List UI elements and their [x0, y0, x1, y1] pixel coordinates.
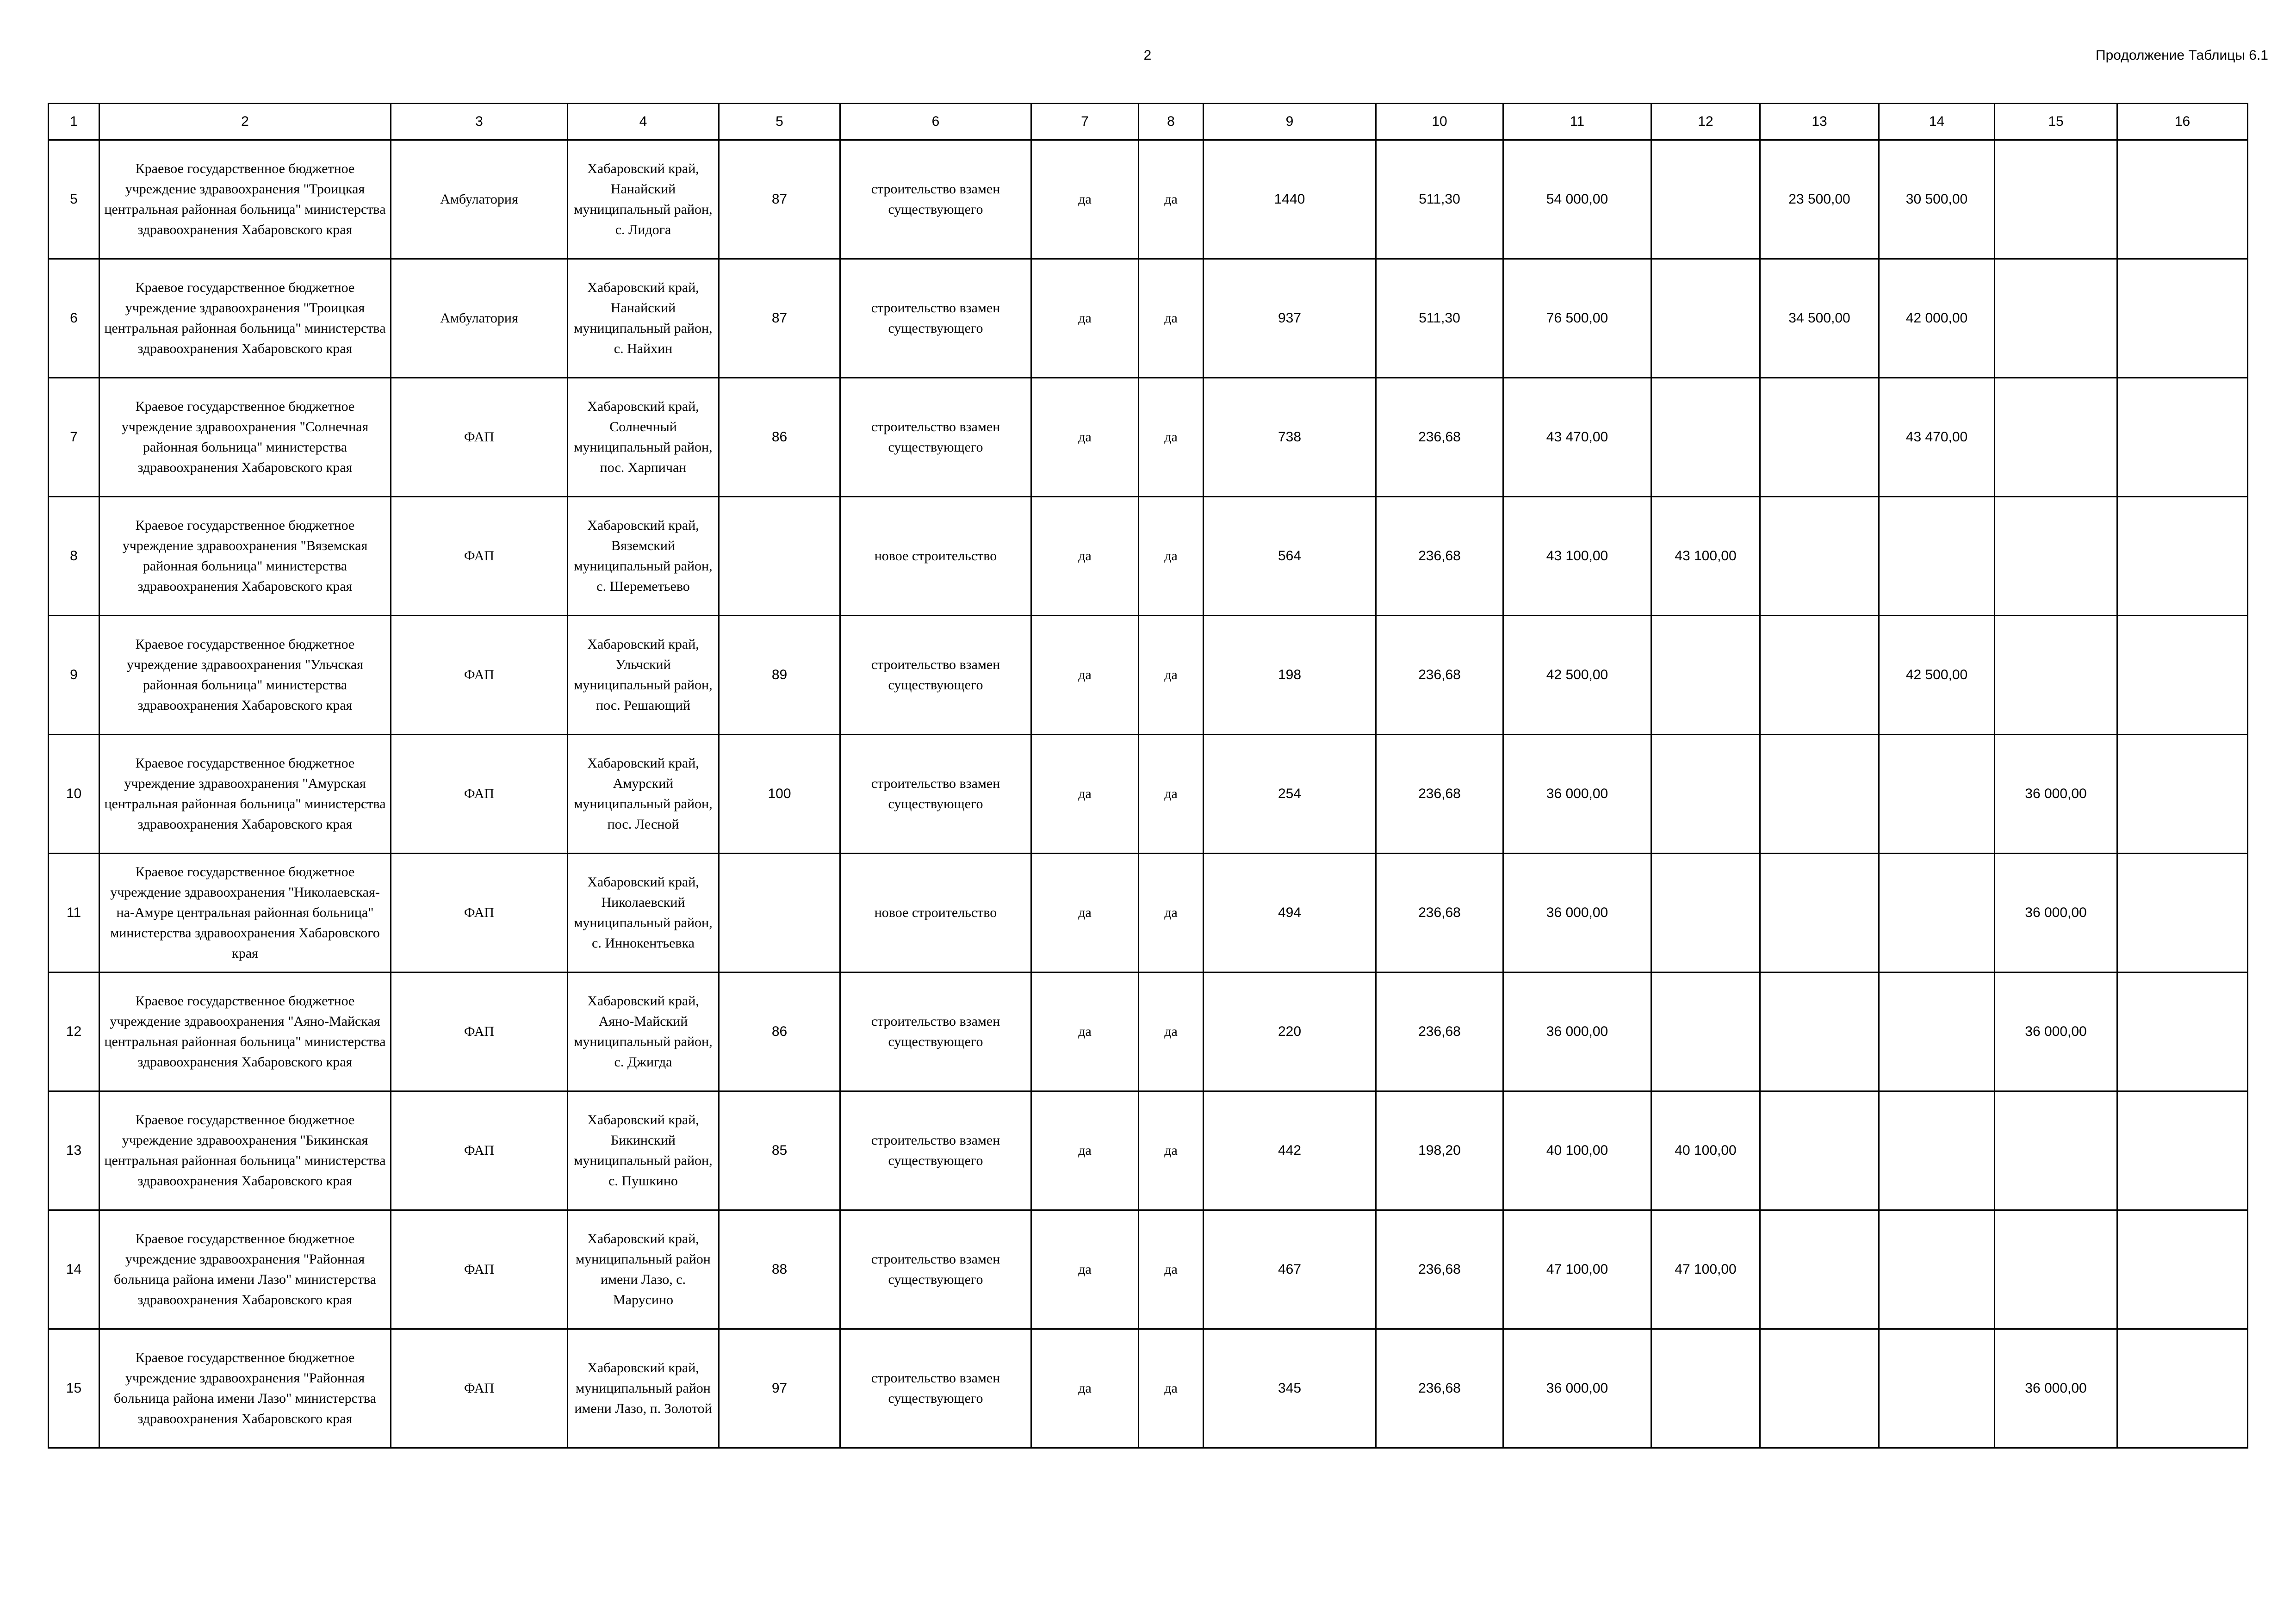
- col13-cell: 23 500,00: [1760, 140, 1879, 259]
- col13-cell: [1760, 497, 1879, 616]
- location-cell: Хабаровский край, Амурский муниципальный район, пос. Лесной: [568, 735, 719, 854]
- facility-type-cell: ФАП: [391, 1210, 568, 1329]
- col15-cell: [1995, 140, 2117, 259]
- table-row: [49, 497, 2248, 616]
- facility-type-cell: ФАП: [391, 735, 568, 854]
- col15-cell: 36 000,00: [1995, 854, 2117, 973]
- location-cell: Хабаровский край, Ульчский муниципальный район, пос. Решающий: [568, 616, 719, 735]
- col8-cell: да: [1139, 1091, 1204, 1210]
- institution-cell: Краевое государственное бюджетное учреждение здравоохранения "Солнечная районная больница" министерства здравоохранения Хабаровского края: [99, 378, 391, 497]
- col15-cell: [1995, 616, 2117, 735]
- col14-cell: [1879, 1329, 1995, 1448]
- col10-cell: 236,68: [1376, 378, 1503, 497]
- col15-cell: [1995, 497, 2117, 616]
- header-row: [49, 104, 2248, 140]
- col14-cell: 42 000,00: [1879, 259, 1995, 378]
- col11-cell: 36 000,00: [1503, 854, 1651, 973]
- col14-cell: 43 470,00: [1879, 378, 1995, 497]
- col8-cell: да: [1139, 854, 1204, 973]
- table-row: [49, 616, 2248, 735]
- col16-cell: [2117, 1329, 2248, 1448]
- col16-cell: [2117, 1210, 2248, 1329]
- location-cell: Хабаровский край, Вяземский муниципальный район, с. Шереметьево: [568, 497, 719, 616]
- col8-cell: да: [1139, 1210, 1204, 1329]
- col13-cell: [1760, 1329, 1879, 1448]
- column-header-16: 16: [2117, 104, 2248, 140]
- construction-type-cell: строительство взамен существующего: [840, 1329, 1031, 1448]
- col11-cell: 54 000,00: [1503, 140, 1651, 259]
- construction-type-cell: строительство взамен существующего: [840, 378, 1031, 497]
- col7-cell: да: [1031, 616, 1139, 735]
- construction-type-cell: новое строительство: [840, 854, 1031, 973]
- col13-cell: [1760, 1091, 1879, 1210]
- column-header-12: 12: [1651, 104, 1760, 140]
- table-body: [49, 140, 2248, 1448]
- construction-type-cell: строительство взамен существующего: [840, 1210, 1031, 1329]
- col8-cell: да: [1139, 259, 1204, 378]
- col9-cell: 345: [1204, 1329, 1376, 1448]
- row-number-cell: 10: [49, 735, 99, 854]
- col12-cell: 40 100,00: [1651, 1091, 1760, 1210]
- col16-cell: [2117, 854, 2248, 973]
- col8-cell: да: [1139, 1329, 1204, 1448]
- column-header-9: 9: [1204, 104, 1376, 140]
- col15-cell: [1995, 1210, 2117, 1329]
- col5-cell: 85: [719, 1091, 840, 1210]
- col9-cell: 254: [1204, 735, 1376, 854]
- construction-type-cell: строительство взамен существующего: [840, 1091, 1031, 1210]
- col7-cell: да: [1031, 140, 1139, 259]
- col9-cell: 564: [1204, 497, 1376, 616]
- row-number-cell: 9: [49, 616, 99, 735]
- col8-cell: да: [1139, 973, 1204, 1091]
- facility-type-cell: Амбулатория: [391, 259, 568, 378]
- institution-cell: Краевое государственное бюджетное учреждение здравоохранения "Ульчская районная больница" министерства здравоохранения Хабаровского края: [99, 616, 391, 735]
- col13-cell: [1760, 1210, 1879, 1329]
- row-number-cell: 12: [49, 973, 99, 1091]
- column-header-7: 7: [1031, 104, 1139, 140]
- column-header-14: 14: [1879, 104, 1995, 140]
- column-header-8: 8: [1139, 104, 1204, 140]
- institution-cell: Краевое государственное бюджетное учреждение здравоохранения "Николаевская-на-Амуре центральная районная больница" министерства здравоохранения Хабаровского края: [99, 854, 391, 973]
- col12-cell: [1651, 140, 1760, 259]
- page-number: 2: [1143, 48, 1152, 63]
- col7-cell: да: [1031, 497, 1139, 616]
- col14-cell: [1879, 854, 1995, 973]
- column-header-5: 5: [719, 104, 840, 140]
- col8-cell: да: [1139, 616, 1204, 735]
- col12-cell: 47 100,00: [1651, 1210, 1760, 1329]
- col16-cell: [2117, 616, 2248, 735]
- col10-cell: 198,20: [1376, 1091, 1503, 1210]
- facility-type-cell: Амбулатория: [391, 140, 568, 259]
- col13-cell: [1760, 616, 1879, 735]
- col15-cell: [1995, 378, 2117, 497]
- facility-type-cell: ФАП: [391, 378, 568, 497]
- table-row: [49, 378, 2248, 497]
- col11-cell: 36 000,00: [1503, 1329, 1651, 1448]
- col9-cell: 1440: [1204, 140, 1376, 259]
- row-number-cell: 6: [49, 259, 99, 378]
- col16-cell: [2117, 259, 2248, 378]
- col13-cell: [1760, 378, 1879, 497]
- col5-cell: 87: [719, 259, 840, 378]
- location-cell: Хабаровский край, Бикинский муниципальный район, с. Пушкино: [568, 1091, 719, 1210]
- location-cell: Хабаровский край, Нанайский муниципальный район, с. Найхин: [568, 259, 719, 378]
- location-cell: Хабаровский край, Аяно-Майский муниципальный район, с. Джигда: [568, 973, 719, 1091]
- col15-cell: [1995, 259, 2117, 378]
- col11-cell: 42 500,00: [1503, 616, 1651, 735]
- col9-cell: 738: [1204, 378, 1376, 497]
- col10-cell: 236,68: [1376, 1210, 1503, 1329]
- table-row: [49, 735, 2248, 854]
- col9-cell: 442: [1204, 1091, 1376, 1210]
- col8-cell: да: [1139, 497, 1204, 616]
- col5-cell: 88: [719, 1210, 840, 1329]
- col8-cell: да: [1139, 140, 1204, 259]
- col16-cell: [2117, 735, 2248, 854]
- col7-cell: да: [1031, 854, 1139, 973]
- col5-cell: 86: [719, 973, 840, 1091]
- construction-type-cell: строительство взамен существующего: [840, 259, 1031, 378]
- col10-cell: 236,68: [1376, 735, 1503, 854]
- table-row: [49, 259, 2248, 378]
- table-row: [49, 1210, 2248, 1329]
- table-row: [49, 1091, 2248, 1210]
- table-header: [49, 104, 2248, 140]
- col15-cell: 36 000,00: [1995, 973, 2117, 1091]
- col10-cell: 236,68: [1376, 854, 1503, 973]
- col10-cell: 236,68: [1376, 497, 1503, 616]
- col15-cell: [1995, 1091, 2117, 1210]
- construction-type-cell: строительство взамен существующего: [840, 735, 1031, 854]
- column-header-13: 13: [1760, 104, 1879, 140]
- col5-cell: 86: [719, 378, 840, 497]
- col13-cell: 34 500,00: [1760, 259, 1879, 378]
- construction-type-cell: новое строительство: [840, 497, 1031, 616]
- facility-type-cell: ФАП: [391, 973, 568, 1091]
- col5-cell: 97: [719, 1329, 840, 1448]
- col16-cell: [2117, 140, 2248, 259]
- col7-cell: да: [1031, 378, 1139, 497]
- col9-cell: 937: [1204, 259, 1376, 378]
- col7-cell: да: [1031, 1091, 1139, 1210]
- col11-cell: 47 100,00: [1503, 1210, 1651, 1329]
- row-number-cell: 8: [49, 497, 99, 616]
- col7-cell: да: [1031, 1329, 1139, 1448]
- col14-cell: [1879, 1091, 1995, 1210]
- col11-cell: 40 100,00: [1503, 1091, 1651, 1210]
- col10-cell: 511,30: [1376, 140, 1503, 259]
- col8-cell: да: [1139, 735, 1204, 854]
- institution-cell: Краевое государственное бюджетное учреждение здравоохранения "Амурская центральная районная больница" министерства здравоохранения Хабаровского края: [99, 735, 391, 854]
- col14-cell: [1879, 1210, 1995, 1329]
- construction-type-cell: строительство взамен существующего: [840, 973, 1031, 1091]
- col12-cell: [1651, 378, 1760, 497]
- col7-cell: да: [1031, 735, 1139, 854]
- institution-cell: Краевое государственное бюджетное учреждение здравоохранения "Районная больница района имени Лазо" министерства здравоохранения Хабаровского края: [99, 1210, 391, 1329]
- table-row: [49, 854, 2248, 973]
- col13-cell: [1760, 973, 1879, 1091]
- col9-cell: 494: [1204, 854, 1376, 973]
- col11-cell: 76 500,00: [1503, 259, 1651, 378]
- facility-type-cell: ФАП: [391, 1091, 568, 1210]
- column-header-15: 15: [1995, 104, 2117, 140]
- col7-cell: да: [1031, 259, 1139, 378]
- col12-cell: [1651, 735, 1760, 854]
- col5-cell: 100: [719, 735, 840, 854]
- institution-cell: Краевое государственное бюджетное учреждение здравоохранения "Бикинская центральная районная больница" министерства здравоохранения Хабаровского края: [99, 1091, 391, 1210]
- col10-cell: 511,30: [1376, 259, 1503, 378]
- col14-cell: [1879, 497, 1995, 616]
- col5-cell: [719, 854, 840, 973]
- col12-cell: [1651, 259, 1760, 378]
- location-cell: Хабаровский край, Солнечный муниципальный район, пос. Харпичан: [568, 378, 719, 497]
- col14-cell: 30 500,00: [1879, 140, 1995, 259]
- table-row: [49, 1329, 2248, 1448]
- institution-cell: Краевое государственное бюджетное учреждение здравоохранения "Аяно-Майская центральная районная больница" министерства здравоохранения Хабаровского края: [99, 973, 391, 1091]
- col12-cell: 43 100,00: [1651, 497, 1760, 616]
- col12-cell: [1651, 973, 1760, 1091]
- col10-cell: 236,68: [1376, 1329, 1503, 1448]
- col14-cell: [1879, 973, 1995, 1091]
- institution-cell: Краевое государственное бюджетное учреждение здравоохранения "Троицкая центральная районная больница" министерства здравоохранения Хабаровского края: [99, 259, 391, 378]
- location-cell: Хабаровский край, Николаевский муниципальный район, с. Иннокентьевка: [568, 854, 719, 973]
- column-header-6: 6: [840, 104, 1031, 140]
- col15-cell: 36 000,00: [1995, 735, 2117, 854]
- construction-type-cell: строительство взамен существующего: [840, 140, 1031, 259]
- column-header-10: 10: [1376, 104, 1503, 140]
- col7-cell: да: [1031, 973, 1139, 1091]
- col16-cell: [2117, 497, 2248, 616]
- col15-cell: 36 000,00: [1995, 1329, 2117, 1448]
- col16-cell: [2117, 1091, 2248, 1210]
- row-number-cell: 14: [49, 1210, 99, 1329]
- table-continuation-caption: Продолжение Таблицы 6.1: [2096, 48, 2268, 63]
- col16-cell: [2117, 973, 2248, 1091]
- row-number-cell: 7: [49, 378, 99, 497]
- col9-cell: 198: [1204, 616, 1376, 735]
- col14-cell: [1879, 735, 1995, 854]
- facility-type-cell: ФАП: [391, 854, 568, 973]
- row-number-cell: 11: [49, 854, 99, 973]
- row-number-cell: 15: [49, 1329, 99, 1448]
- institution-cell: Краевое государственное бюджетное учреждение здравоохранения "Вяземская районная больница" министерства здравоохранения Хабаровского края: [99, 497, 391, 616]
- col5-cell: 89: [719, 616, 840, 735]
- col16-cell: [2117, 378, 2248, 497]
- construction-type-cell: строительство взамен существующего: [840, 616, 1031, 735]
- table-row: [49, 140, 2248, 259]
- col13-cell: [1760, 735, 1879, 854]
- data-table: [48, 103, 2248, 1449]
- col11-cell: 36 000,00: [1503, 973, 1651, 1091]
- table-row: [49, 973, 2248, 1091]
- col5-cell: [719, 497, 840, 616]
- row-number-cell: 13: [49, 1091, 99, 1210]
- col9-cell: 467: [1204, 1210, 1376, 1329]
- column-header-2: 2: [99, 104, 391, 140]
- col9-cell: 220: [1204, 973, 1376, 1091]
- col13-cell: [1760, 854, 1879, 973]
- col10-cell: 236,68: [1376, 616, 1503, 735]
- col14-cell: 42 500,00: [1879, 616, 1995, 735]
- row-number-cell: 5: [49, 140, 99, 259]
- col8-cell: да: [1139, 378, 1204, 497]
- col12-cell: [1651, 854, 1760, 973]
- facility-type-cell: ФАП: [391, 497, 568, 616]
- institution-cell: Краевое государственное бюджетное учреждение здравоохранения "Районная больница района имени Лазо" министерства здравоохранения Хабаровского края: [99, 1329, 391, 1448]
- location-cell: Хабаровский край, Нанайский муниципальный район, с. Лидога: [568, 140, 719, 259]
- column-header-4: 4: [568, 104, 719, 140]
- column-header-1: 1: [49, 104, 99, 140]
- col12-cell: [1651, 616, 1760, 735]
- col12-cell: [1651, 1329, 1760, 1448]
- col11-cell: 43 100,00: [1503, 497, 1651, 616]
- col11-cell: 43 470,00: [1503, 378, 1651, 497]
- column-header-11: 11: [1503, 104, 1651, 140]
- col7-cell: да: [1031, 1210, 1139, 1329]
- facility-type-cell: ФАП: [391, 1329, 568, 1448]
- institution-cell: Краевое государственное бюджетное учреждение здравоохранения "Троицкая центральная районная больница" министерства здравоохранения Хабаровского края: [99, 140, 391, 259]
- col5-cell: 87: [719, 140, 840, 259]
- facility-type-cell: ФАП: [391, 616, 568, 735]
- col10-cell: 236,68: [1376, 973, 1503, 1091]
- location-cell: Хабаровский край, муниципальный район имени Лазо, п. Золотой: [568, 1329, 719, 1448]
- column-header-3: 3: [391, 104, 568, 140]
- col11-cell: 36 000,00: [1503, 735, 1651, 854]
- location-cell: Хабаровский край, муниципальный район имени Лазо, с. Марусино: [568, 1210, 719, 1329]
